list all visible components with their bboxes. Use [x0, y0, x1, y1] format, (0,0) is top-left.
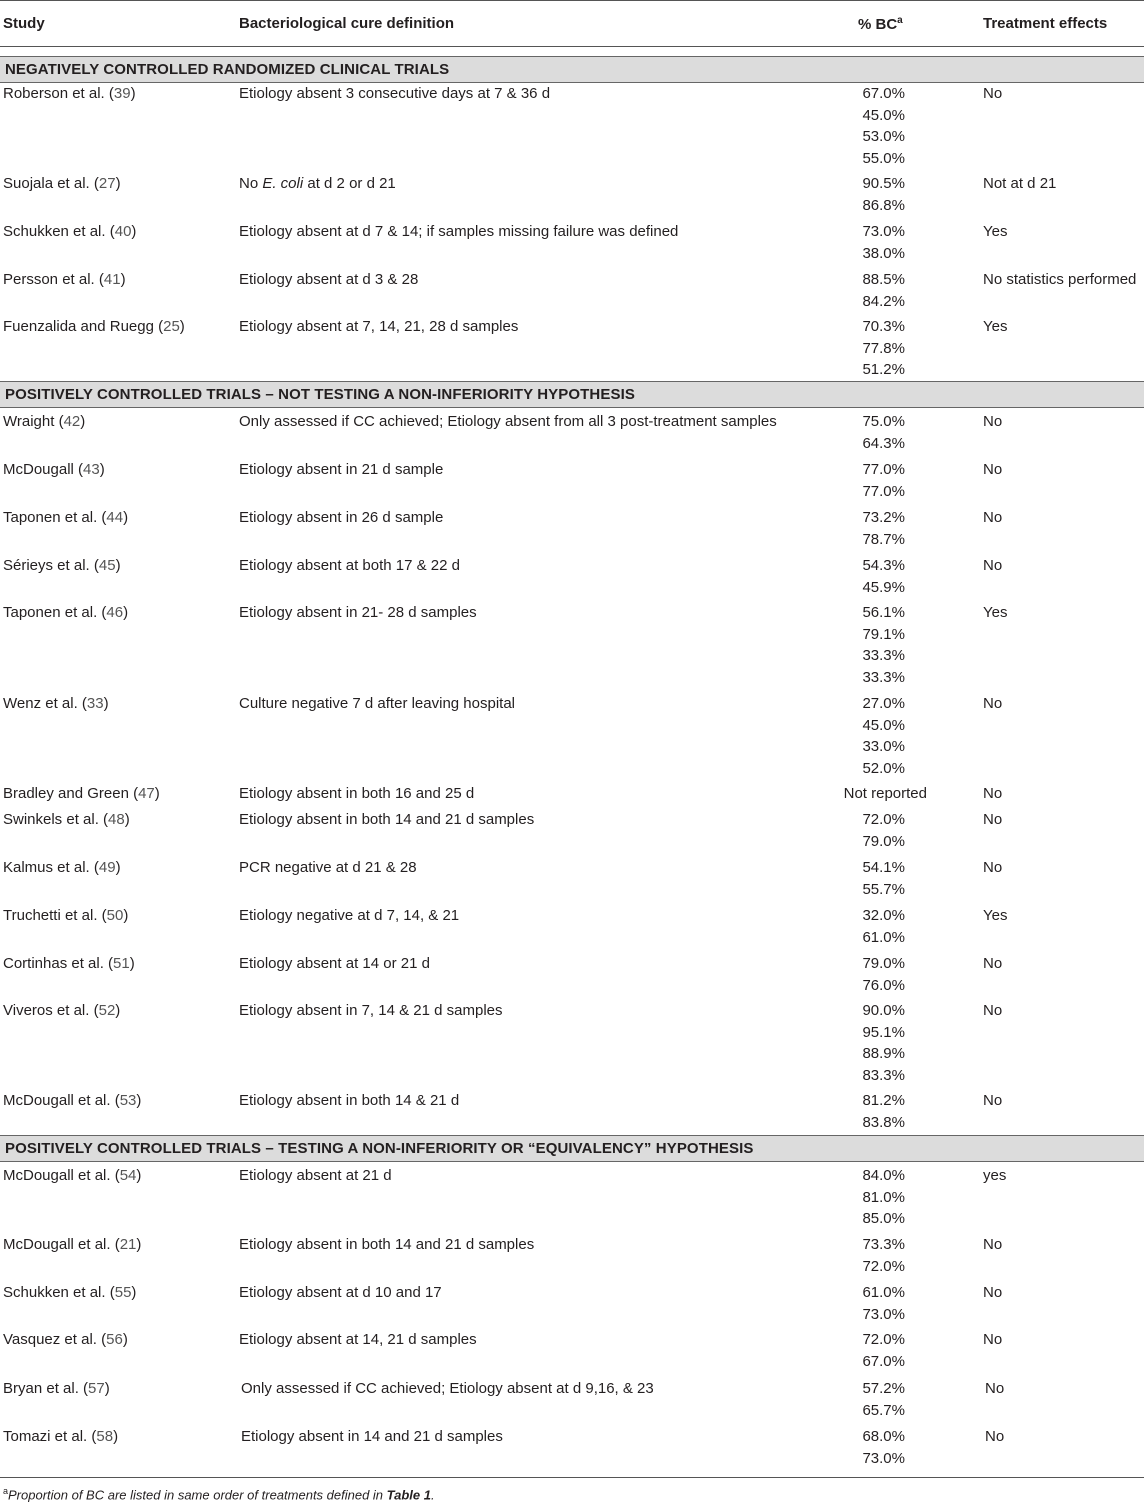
study-cell — [3, 459, 105, 481]
study-name: Schukken et al. ( — [3, 1284, 115, 1301]
pct-bc-cell — [830, 857, 905, 900]
table-header — [0, 0, 1144, 47]
study-name: McDougall ( — [3, 461, 84, 478]
reference-link[interactable]: 49 — [98, 859, 116, 876]
pct-bc-value: 27.0% — [862, 695, 905, 712]
pct-bc-value: 56.1% — [862, 604, 905, 621]
study-paren-close: ) — [113, 1428, 119, 1445]
pct-bc-value: 73.0% — [862, 223, 905, 240]
pct-bc-value: 52.0% — [862, 759, 905, 777]
reference-link[interactable]: 47 — [138, 785, 155, 802]
pct-bc-value: 81.0% — [862, 1188, 905, 1206]
pct-bc-cell — [830, 83, 905, 169]
section-header — [0, 56, 1144, 83]
pct-bc-cell — [830, 459, 905, 502]
reference-link[interactable]: 39 — [113, 85, 131, 102]
treatment-effect-cell: No — [983, 1331, 1003, 1348]
pct-bc-cell — [830, 1378, 905, 1421]
reference-link[interactable]: 40 — [114, 223, 132, 240]
study-cell — [3, 269, 126, 291]
study-cell — [3, 1378, 110, 1400]
treatment-effect-cell: Not at d 21 — [983, 175, 1057, 192]
study-cell — [3, 316, 185, 338]
pct-bc-cell — [830, 316, 905, 381]
study-paren-close: ) — [104, 1380, 110, 1397]
study-cell — [3, 1165, 141, 1187]
pct-bc-cell — [830, 555, 905, 598]
definition-cell: Etiology absent at d 10 and 17 — [239, 1284, 442, 1301]
study-paren-close: ) — [136, 1167, 142, 1184]
definition-cell: Etiology absent at d 7 & 14; if samples missing failure was defined — [239, 223, 679, 240]
pct-bc-value: 33.0% — [862, 738, 905, 755]
study-paren-close: ) — [115, 175, 121, 192]
study-name: Bryan et al. ( — [3, 1380, 89, 1397]
study-name: Wenz et al. ( — [3, 695, 87, 712]
definition-cell: Etiology absent at 14, 21 d samples — [239, 1331, 477, 1348]
reference-link[interactable]: 46 — [106, 604, 124, 621]
table-footnote — [3, 1486, 435, 1502]
study-cell — [3, 1090, 141, 1112]
study-name: Kalmus et al. ( — [3, 859, 99, 876]
study-name: Sérieys et al. ( — [3, 557, 99, 574]
treatment-effect-cell: No — [985, 1380, 1005, 1397]
pct-bc-cell — [830, 1000, 905, 1086]
study-cell — [3, 1000, 120, 1022]
study-paren-close: ) — [131, 1284, 137, 1301]
study-cell — [3, 693, 109, 715]
pct-bc-cell — [830, 693, 905, 779]
footnote-end: . — [430, 1487, 435, 1503]
definition-cell: Etiology negative at d 7, 14, & 21 — [239, 907, 460, 924]
study-paren-close: ) — [115, 859, 121, 876]
study-cell — [3, 555, 121, 577]
treatment-effect-cell: No — [983, 1236, 1003, 1253]
pct-bc-cell — [830, 411, 905, 454]
reference-link[interactable]: 51 — [113, 955, 130, 972]
pct-bc-value: 53.0% — [862, 128, 905, 145]
treatment-effect-cell: Yes — [983, 223, 1008, 240]
pct-bc-value: 65.7% — [862, 1401, 905, 1419]
study-name: McDougall et al. ( — [3, 1236, 120, 1253]
definition-cell: Etiology absent in both 14 & 21 d — [239, 1092, 460, 1109]
study-paren-close: ) — [123, 907, 129, 924]
definition-cell: Etiology absent in both 16 and 25 d — [239, 785, 475, 802]
pct-bc-cell — [830, 602, 905, 688]
treatment-effect-cell: No — [983, 1002, 1003, 1019]
pct-bc-value: 45.0% — [862, 106, 905, 124]
definition-cell: Etiology absent in 7, 14 & 21 d samples — [239, 1002, 503, 1019]
definition-cell: Etiology absent in 14 and 21 d samples — [241, 1428, 503, 1445]
pct-bc-value: 79.0% — [862, 832, 905, 850]
study-cell — [3, 1329, 128, 1351]
study-paren-close: ) — [103, 695, 109, 712]
study-paren-close: ) — [123, 509, 129, 526]
reference-link[interactable]: 42 — [63, 413, 81, 430]
section-header — [0, 1135, 1144, 1162]
reference-link[interactable]: 27 — [98, 175, 116, 192]
study-name: Cortinhas et al. ( — [3, 955, 114, 972]
pct-bc-value: 72.0% — [862, 811, 905, 828]
footnote-table-ref: Table 1 — [386, 1487, 431, 1503]
definition-cell: Only assessed if CC achieved; Etiology absent from all 3 post-treatment samples — [239, 413, 777, 430]
header-pct-bc — [858, 15, 903, 33]
pct-bc-value: 84.0% — [862, 1167, 905, 1184]
treatment-effect-cell: Yes — [983, 907, 1008, 924]
pct-bc-value: 75.0% — [862, 413, 905, 430]
section-title: POSITIVELY CONTROLLED TRIALS – NOT TESTING A NON-INFERIORITY HYPOTHESIS — [5, 386, 635, 403]
header-definition: Bacteriological cure definition — [239, 15, 455, 32]
study-name: Wraight ( — [3, 413, 64, 430]
pct-bc-value: 70.3% — [862, 318, 905, 335]
pct-bc-value: 77.8% — [862, 339, 905, 357]
definition-cell: Etiology absent at 21 d — [239, 1167, 392, 1184]
pct-bc-value: 54.3% — [862, 557, 905, 574]
reference-link[interactable]: 25 — [163, 318, 180, 335]
treatment-effect-cell: No statistics performed — [983, 271, 1137, 288]
pct-bc-value: 88.9% — [862, 1045, 905, 1062]
section-header — [0, 381, 1144, 408]
definition-cell: No E. coli at d 2 or d 21 — [239, 175, 396, 192]
study-cell — [3, 173, 121, 195]
study-paren-close: ) — [80, 413, 86, 430]
pct-bc-value: 45.9% — [862, 578, 905, 596]
treatment-effect-cell: No — [985, 1428, 1005, 1445]
pct-bc-value: 57.2% — [862, 1380, 905, 1397]
treatment-effect-cell: No — [983, 955, 1003, 972]
header-effects: Treatment effects — [983, 15, 1108, 32]
study-paren-close: ) — [115, 557, 121, 574]
header-study: Study — [3, 15, 45, 32]
definition-cell: Etiology absent at d 3 & 28 — [239, 271, 419, 288]
treatment-effect-cell: No — [983, 859, 1003, 876]
definition-cell: PCR negative at d 21 & 28 — [239, 859, 417, 876]
reference-link[interactable]: 33 — [86, 695, 104, 712]
pct-bc-value: 78.7% — [862, 530, 905, 548]
pct-bc-cell — [830, 173, 905, 216]
treatment-effect-cell: No — [983, 785, 1003, 802]
pct-bc-cell — [830, 1090, 905, 1133]
reference-link[interactable]: 50 — [106, 907, 124, 924]
treatment-effect-cell: No — [983, 811, 1003, 828]
study-cell — [3, 1234, 141, 1256]
reference-link[interactable]: 58 — [96, 1428, 114, 1445]
pct-bc-value: 72.0% — [862, 1331, 905, 1348]
pct-bc-value: 77.0% — [862, 461, 905, 478]
pct-bc-cell — [830, 1329, 905, 1372]
study-name: McDougall et al. ( — [3, 1092, 120, 1109]
study-paren-close: ) — [120, 271, 126, 288]
study-cell — [3, 809, 130, 831]
pct-bc-value: 73.3% — [862, 1236, 905, 1253]
study-cell — [3, 1426, 118, 1448]
study-name: Fuenzalida and Ruegg ( — [3, 318, 164, 335]
reference-link[interactable]: 44 — [106, 509, 124, 526]
study-paren-close: ) — [136, 1092, 142, 1109]
pct-bc-value: 45.0% — [862, 716, 905, 734]
treatment-effect-cell: Yes — [983, 604, 1008, 621]
section-title: NEGATIVELY CONTROLLED RANDOMIZED CLINICAL TRIALS — [5, 61, 450, 78]
pct-bc-value: 61.0% — [862, 1284, 905, 1301]
pct-bc-value: 33.3% — [862, 668, 905, 686]
pct-bc-cell — [830, 1282, 905, 1325]
definition-cell: Etiology absent in 21 d sample — [239, 461, 444, 478]
pct-bc-value: 81.2% — [862, 1092, 905, 1109]
pct-bc-value: 67.0% — [862, 1352, 905, 1370]
study-cell — [3, 411, 85, 433]
pct-bc-value: 73.0% — [862, 1449, 905, 1467]
definition-cell: Etiology absent in 26 d sample — [239, 509, 444, 526]
treatment-effect-cell: No — [983, 557, 1003, 574]
treatment-effect-cell: yes — [983, 1167, 1007, 1184]
pct-bc-value: 72.0% — [862, 1257, 905, 1275]
reference-link[interactable]: 54 — [119, 1167, 137, 1184]
treatment-effect-cell: No — [983, 1284, 1003, 1301]
pct-bc-value: 85.0% — [862, 1210, 905, 1227]
pct-bc-value: 76.0% — [862, 976, 905, 994]
pct-bc-cell — [830, 1234, 905, 1277]
pct-bc-value: 64.3% — [862, 434, 905, 452]
study-name: Schukken et al. ( — [3, 223, 115, 240]
pct-bc-value: 51.2% — [862, 361, 905, 378]
study-cell — [3, 953, 135, 975]
study-cell — [3, 602, 128, 624]
table-bottom-rule — [0, 1477, 1144, 1478]
study-name: Truchetti et al. ( — [3, 907, 107, 924]
pct-bc-value: 77.0% — [862, 482, 905, 500]
study-cell — [3, 1282, 136, 1304]
definition-cell: Only assessed if CC achieved; Etiology absent at d 9,16, & 23 — [241, 1380, 654, 1397]
study-name: Vasquez et al. ( — [3, 1331, 107, 1348]
treatment-effect-cell: No — [983, 695, 1003, 712]
pct-bc-cell — [830, 809, 905, 852]
organism-name: E. coli — [262, 175, 304, 192]
reference-link[interactable]: 53 — [119, 1092, 137, 1109]
pct-bc-value: 55.7% — [862, 880, 905, 898]
pct-bc-value: 33.3% — [862, 647, 905, 664]
study-name: Swinkels et al. ( — [3, 811, 109, 828]
definition-cell: Etiology absent at 14 or 21 d — [239, 955, 430, 972]
study-name: Suojala et al. ( — [3, 175, 99, 192]
pct-bc-value: 68.0% — [862, 1428, 905, 1445]
pct-bc-value: 95.1% — [862, 1023, 905, 1041]
study-paren-close: ) — [124, 811, 130, 828]
study-name: Taponen et al. ( — [3, 509, 107, 526]
treatment-effect-cell: No — [983, 1092, 1003, 1109]
study-paren-close: ) — [154, 785, 160, 802]
study-cell — [3, 905, 128, 927]
pct-bc-value: 67.0% — [862, 85, 905, 102]
study-paren-close: ) — [131, 223, 137, 240]
reference-link[interactable]: 45 — [98, 557, 116, 574]
pct-bc-value: 73.2% — [862, 509, 905, 526]
pct-bc-value: 86.8% — [862, 196, 905, 214]
study-name: Taponen et al. ( — [3, 604, 107, 621]
pct-bc-cell — [830, 221, 905, 264]
definition-cell: Etiology absent at 7, 14, 21, 28 d samples — [239, 318, 519, 335]
treatment-effect-cell: Yes — [983, 318, 1008, 335]
pct-bc-cell — [800, 783, 927, 805]
study-paren-close: ) — [123, 604, 129, 621]
pct-bc-cell — [830, 507, 905, 550]
study-paren-close: ) — [136, 1236, 142, 1253]
study-cell — [3, 507, 128, 529]
definition-cell: Culture negative 7 d after leaving hospital — [239, 695, 516, 712]
pct-bc-value: 90.0% — [862, 1002, 905, 1019]
footnote-text: Proportion of BC are listed in same order of treatments defined in — [8, 1487, 387, 1503]
pct-bc-value: 79.0% — [862, 955, 905, 972]
study-name: McDougall et al. ( — [3, 1167, 120, 1184]
reference-link[interactable]: 43 — [83, 461, 100, 478]
study-cell — [3, 221, 136, 243]
study-name: Viveros et al. ( — [3, 1002, 99, 1019]
pct-bc-cell — [830, 1426, 905, 1469]
pct-bc-value: 54.1% — [862, 859, 905, 876]
reference-link[interactable]: 56 — [106, 1331, 123, 1348]
pct-bc-value: 90.5% — [862, 175, 905, 192]
definition-cell: Etiology absent at both 17 & 22 d — [239, 557, 460, 574]
study-name: Bradley and Green ( — [3, 785, 139, 802]
definition-cell: Etiology absent in both 14 and 21 d samples — [239, 1236, 535, 1253]
pct-bc-value: 55.0% — [862, 149, 905, 167]
study-paren-close: ) — [99, 461, 105, 478]
header-pct-label: % BC — [858, 16, 898, 33]
study-cell — [3, 83, 136, 105]
study-paren-close: ) — [179, 318, 185, 335]
study-paren-close: ) — [115, 1002, 121, 1019]
definition-cell: Etiology absent 3 consecutive days at 7 & 36 d — [239, 85, 551, 102]
reference-link[interactable]: 55 — [114, 1284, 132, 1301]
study-name: Persson et al. ( — [3, 271, 104, 288]
study-cell — [3, 783, 160, 805]
definition-cell: Etiology absent in 21- 28 d samples — [239, 604, 477, 621]
pct-bc-value: Not reported — [843, 785, 927, 802]
reference-link[interactable]: 52 — [98, 1002, 116, 1019]
study-paren-close: ) — [130, 85, 136, 102]
header-pct-footnote-mark: a — [897, 15, 903, 26]
section-title: POSITIVELY CONTROLLED TRIALS – TESTING A NON-INFERIORITY OR “EQUIVALENCY” HYPOTHESIS — [5, 1140, 754, 1157]
pct-bc-cell — [830, 269, 905, 312]
study-paren-close: ) — [129, 955, 135, 972]
pct-bc-cell — [830, 953, 905, 996]
reference-link[interactable]: 41 — [103, 271, 121, 288]
footnote-mark: a — [3, 1486, 9, 1496]
pct-bc-value: 88.5% — [862, 271, 905, 288]
pct-bc-value: 32.0% — [862, 907, 905, 924]
study-paren-close: ) — [122, 1331, 128, 1348]
reference-link[interactable]: 21 — [119, 1236, 137, 1253]
pct-bc-cell — [830, 1165, 905, 1230]
treatment-effect-cell: No — [983, 85, 1003, 102]
pct-bc-cell — [830, 905, 905, 948]
treatment-effect-cell: No — [983, 509, 1003, 526]
pct-bc-value: 84.2% — [862, 292, 905, 310]
study-name: Tomazi et al. ( — [3, 1428, 97, 1445]
pct-bc-value: 83.8% — [862, 1113, 905, 1131]
pct-bc-value: 73.0% — [862, 1305, 905, 1323]
definition-cell: Etiology absent in both 14 and 21 d samples — [239, 811, 535, 828]
reference-link[interactable]: 57 — [88, 1380, 105, 1397]
pct-bc-value: 79.1% — [862, 625, 905, 643]
study-cell — [3, 857, 121, 879]
treatment-effect-cell: No — [983, 413, 1003, 430]
pct-bc-value: 83.3% — [862, 1066, 905, 1084]
pct-bc-value: 38.0% — [862, 244, 905, 262]
study-name: Roberson et al. ( — [3, 85, 114, 102]
treatment-effect-cell: No — [983, 461, 1003, 478]
reference-link[interactable]: 48 — [108, 811, 125, 828]
pct-bc-value: 61.0% — [862, 928, 905, 946]
